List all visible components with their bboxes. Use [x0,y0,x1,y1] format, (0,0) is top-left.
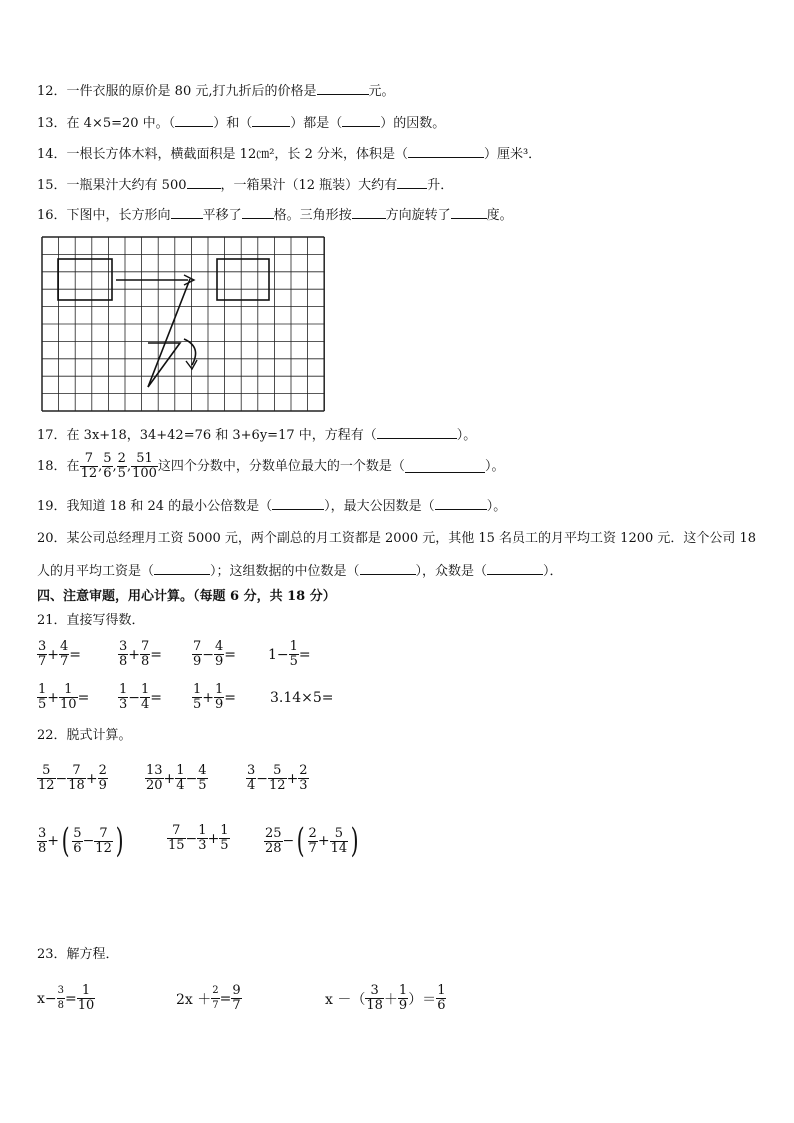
numerator: 9 [232,983,241,998]
right-parenthesis: ) [350,821,359,861]
prefix: x− [37,990,57,1007]
q23-title: 解方程． [66,947,119,962]
operator: − [128,689,141,706]
q22-title: 脱式计算。 [66,728,132,743]
numerator: 1 [220,823,229,838]
numerator: 3 [247,763,256,778]
fraction [167,824,186,853]
q21-item-3 [192,640,236,669]
fraction [231,984,241,1013]
fraction [197,824,207,853]
denominator: 12 [269,778,286,793]
q23-equation-1 [37,984,95,1013]
numerator: 7 [193,639,202,654]
q16-blank-1[interactable] [171,206,203,219]
left-parenthesis: ( [296,821,305,861]
operator: + [207,830,220,847]
denominator: 8 [57,1000,65,1011]
denominator: 7 [60,654,69,669]
numerator: 5 [103,451,112,466]
fraction [246,764,256,793]
expression: 3.14×5= [270,690,334,706]
q18-text-c: ）。 [484,458,505,474]
fraction [98,764,108,793]
denominator: 4 [176,778,185,793]
right-parenthesis: ) [115,821,124,861]
q21-item-4 [268,640,311,669]
q18-fraction-2 [102,452,112,481]
question-20-line-1 [37,530,756,548]
operator: + [163,770,176,787]
numerator: 1 [193,682,202,697]
denominator: 3 [119,697,128,712]
fraction [330,827,349,856]
numerator: 7 [172,823,181,838]
fraction [145,764,164,793]
operator: + [85,770,98,787]
denominator: 4 [247,778,256,793]
numerator: 2 [299,763,308,778]
q18-blank[interactable] [405,460,485,473]
prefix: 1− [268,646,289,663]
separator: , [98,458,103,474]
denominator: 5 [289,654,298,669]
denominator: 18 [68,778,85,793]
q13-blank-1[interactable] [175,114,213,127]
operator: − [82,833,95,849]
q17-number: 17． [37,428,67,443]
q15-number: 15． [37,178,67,193]
q16-blank-2[interactable] [242,206,274,219]
question-16 [37,206,513,225]
fraction [197,764,207,793]
numerator: 3 [119,639,128,654]
q21-item-5 [37,683,89,712]
fraction [365,984,384,1013]
numerator: 25 [265,825,282,841]
q18-text-a: 在 [66,458,80,474]
numerator: 1 [437,983,446,998]
q13-blank-3[interactable] [342,114,380,127]
denominator: 6 [73,840,82,856]
numerator: 5 [334,825,343,841]
fraction [211,984,219,1013]
q14-number: 14． [37,147,67,162]
q22-expression-2 [145,764,208,793]
q20-text-b: 人的月平均工资是（ [37,564,155,579]
translation-rotation-grid [40,235,327,412]
numerator: 7 [72,763,81,778]
question-20-line-2 [37,562,563,581]
denominator: 28 [265,840,282,856]
fraction [37,827,47,856]
q21-item-2 [118,640,162,669]
fraction [192,683,202,712]
fraction [140,640,150,669]
equals: = [298,646,311,663]
q13-blank-2[interactable] [252,114,290,127]
denominator: 6 [103,466,112,481]
denominator: 7 [308,840,317,856]
question-18 [37,452,504,481]
denominator: 12 [80,466,98,481]
q17-blank[interactable] [377,426,457,439]
q18-fraction-4 [131,452,158,481]
q13-text-c: ）都是（ [290,116,343,131]
numerator: 5 [273,763,282,778]
denominator: 100 [132,466,157,481]
operator: − [282,833,295,849]
fraction [37,683,47,712]
fraction [192,640,202,669]
fraction [118,640,128,669]
denominator: 18 [366,998,383,1013]
equals: = [77,689,90,706]
numerator: 1 [398,983,408,998]
numerator: 13 [146,763,163,778]
denominator: 6 [437,998,446,1013]
operator: − [185,830,198,847]
q13-number: 13． [37,116,67,131]
numerator: 1 [176,763,185,778]
question-13 [37,114,445,133]
fraction [264,827,283,856]
numerator: 1 [289,639,298,654]
numerator: 51 [136,451,153,466]
q16-blank-4[interactable] [451,206,487,219]
q12-text: 一件衣服的原价是 80 元,打九折后的价格是 [66,84,317,99]
numerator: 1 [215,682,224,697]
q17-text-b: ）。 [456,428,477,443]
numerator: 3 [38,825,47,841]
fraction [268,764,287,793]
denominator: 7 [212,1000,219,1011]
triangle-hypotenuse [148,279,190,387]
q16-text-e: 度。 [486,208,513,223]
prefix: x －（ [325,991,366,1008]
operator: ＋ [383,991,398,1008]
q17-text-a: 在 3x+18，34+42=76 和 3+6y=17 中，方程有（ [66,428,377,443]
fraction [67,764,86,793]
operator: + [202,689,215,706]
fraction [398,984,408,1013]
operator: + [47,833,60,849]
numerator: 1 [81,983,91,998]
question-23-title [37,946,119,964]
q21-item-8 [270,690,334,706]
fraction [308,827,318,856]
question-21-title [37,612,145,630]
q16-text-b: 平移了 [202,208,242,223]
numerator: 3 [370,983,379,998]
numerator: 3 [38,639,47,654]
denominator: 12 [38,778,55,793]
fraction [214,683,224,712]
question-17 [37,426,476,445]
question-19 [37,497,506,516]
operator: − [256,770,269,787]
denominator: 5 [117,466,126,481]
numerator: 1 [119,682,128,697]
q16-blank-3[interactable] [352,206,386,219]
q22-number: 22． [37,728,67,743]
q15-blank-2[interactable] [397,176,427,189]
q20-text-a: 某公司总经理月工资 5000 元，两个副总的月工资都是 2000 元，其他 15 名员工的月平均工资 1200 元．这个公司 18 [66,531,757,546]
q22-expression-3 [246,764,309,793]
numerator: 4 [198,763,207,778]
question-22-title [37,727,132,745]
denominator: 5 [193,697,202,712]
q16-text-a: 下图中，长方形向 [66,208,171,223]
numerator: 3 [57,985,65,996]
q16-text-d: 方向旋转了 [385,208,451,223]
denominator: 12 [95,840,112,856]
operator: + [286,770,299,787]
grid-lines [42,237,324,411]
q15-text-b: ，一箱果汁（12 瓶装）大约有 [220,178,398,193]
q15-text-a: 一瓶果汁大约有 500 [66,178,187,193]
close-and-equals: ）＝ [408,991,437,1008]
q20-blank-1[interactable] [154,562,210,575]
q19-text-c: ）。 [486,499,507,514]
equals: = [219,990,232,1007]
q20-blank-3[interactable] [487,562,543,575]
separator: , [112,458,117,474]
fraction [140,683,150,712]
q12-answer-blank[interactable] [317,82,369,95]
fraction [118,683,128,712]
denominator: 5 [220,838,229,853]
separator: , [126,458,132,474]
fraction [94,827,113,856]
q21-title: 直接写得数． [66,613,145,628]
denominator: 8 [38,840,47,856]
denominator: 8 [141,654,150,669]
denominator: 4 [141,697,150,712]
numerator: 1 [64,682,73,697]
numerator: 5 [73,825,82,841]
q14-text-b: ）厘米³． [483,147,542,162]
q15-text-c: 升． [427,178,454,193]
q20-text-c: ）；这组数据的中位数是（ [210,564,360,579]
numerator: 5 [42,763,51,778]
q18-fraction-3 [117,452,127,481]
q15-blank-1[interactable] [187,176,221,189]
numerator: 2 [212,985,219,996]
q16-text-c: 格。三角形按 [273,208,352,223]
denominator: 3 [198,838,207,853]
equals: = [69,646,82,663]
equals: = [224,689,237,706]
q19-text-a: 我知道 18 和 24 的最小公倍数是（ [66,499,273,514]
numerator: 2 [98,763,107,778]
rotation-arrow-icon [184,339,196,365]
fraction [214,640,224,669]
denominator: 14 [330,840,348,856]
denominator: 20 [146,778,163,793]
question-12 [37,82,395,101]
denominator: 3 [299,778,308,793]
numerator: 1 [141,682,150,697]
fraction [37,640,47,669]
operator: − [185,770,198,787]
denominator: 10 [60,697,77,712]
rectangle-original [58,259,112,300]
numerator: 1 [38,682,47,697]
q18-number: 18． [37,458,67,474]
q14-blank[interactable] [408,145,484,158]
numerator: 2 [117,451,126,466]
denominator: 9 [215,697,224,712]
fraction [59,683,78,712]
denominator: 5 [198,778,207,793]
q18-text-b: 这四个分数中，分数单位最大的一个数是（ [157,458,405,474]
q20-blank-2[interactable] [360,562,416,575]
operator: + [128,646,141,663]
q22-expression-6 [264,821,361,861]
q20-text-e: ）． [543,564,563,579]
denominator: 9 [215,654,224,669]
q23-equation-2 [176,984,242,1013]
numerator: 7 [141,639,150,654]
q22-expression-4 [37,821,126,861]
denominator: 9 [193,654,202,669]
fraction [175,764,185,793]
q20-text-d: ），众数是（ [415,564,488,579]
q19-number: 19． [37,499,67,514]
equals: = [65,990,77,1007]
numerator: 4 [215,639,224,654]
denominator: 9 [98,778,107,793]
denominator: 9 [398,998,408,1013]
operator: − [202,646,215,663]
q13-text-a: 在 4×5=20 中。（ [66,116,176,131]
q21-item-1 [37,640,81,669]
fraction [289,640,299,669]
q21-item-7 [192,683,236,712]
q20-number: 20． [37,531,67,546]
denominator: 15 [168,838,185,853]
fraction [59,640,69,669]
denominator: 7 [38,654,47,669]
section-4-heading: 四、注意审题，用心计算。（每题 6 分，共 18 分） [37,589,336,604]
q23-number: 23． [37,947,67,962]
denominator: 8 [119,654,128,669]
q14-text-a: 一根长方体木料，横截面积是 12㎝²，长 2 分米，体积是（ [66,147,408,162]
denominator: 10 [77,998,95,1013]
q19-blank-2[interactable] [435,497,487,510]
numerator: 1 [198,823,207,838]
fraction [57,984,65,1013]
question-15 [37,176,453,195]
numerator: 2 [308,825,317,841]
left-parenthesis: ( [61,821,70,861]
q19-blank-1[interactable] [272,497,324,510]
q22-expression-5 [167,824,230,853]
q13-text-d: ）的因数。 [380,116,446,131]
fraction [77,984,96,1013]
operator: + [47,689,60,706]
equals: = [150,689,163,706]
fraction [219,824,229,853]
q12-number: 12． [37,84,67,99]
q18-fraction-1 [80,452,99,481]
operator: − [55,770,68,787]
equals: = [224,646,237,663]
operator: + [47,646,60,663]
q21-item-6 [118,683,162,712]
prefix: 2x ＋ [176,991,212,1008]
fraction [37,764,56,793]
q13-text-b: ）和（ [213,116,253,131]
q21-number: 21． [37,613,67,628]
q16-number: 16． [37,208,67,223]
numerator: 4 [60,639,69,654]
operator: + [317,833,330,849]
q19-text-b: ），最大公因数是（ [324,499,435,514]
numerator: 7 [84,451,93,466]
denominator: 5 [38,697,47,712]
equals: = [150,646,163,663]
q23-equation-3 [325,984,446,1013]
question-14 [37,145,541,164]
numerator: 7 [99,825,108,841]
fraction [298,764,308,793]
denominator: 7 [232,998,241,1013]
q22-expression-1 [37,764,108,793]
fraction [436,984,446,1013]
fraction [72,827,82,856]
q12-unit: 元。 [368,84,395,99]
